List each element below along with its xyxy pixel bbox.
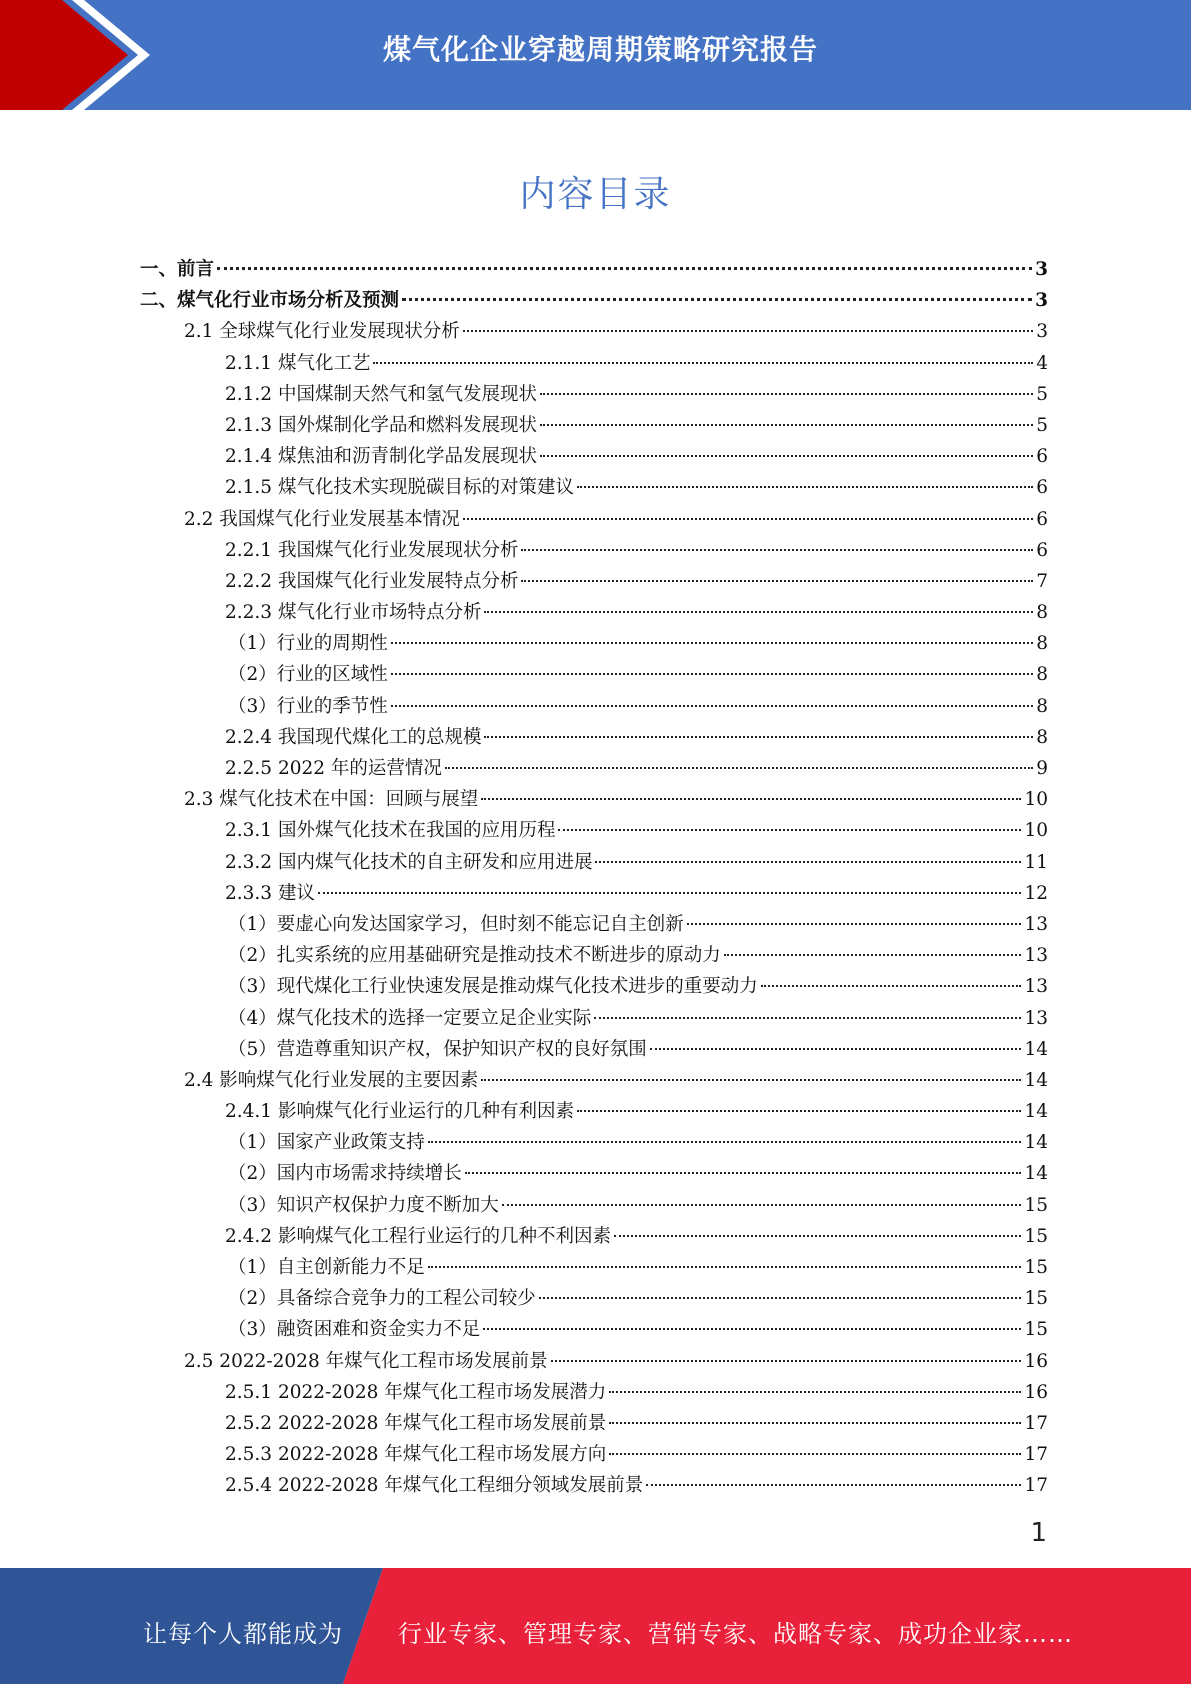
toc-entry-title: （3）行业的季节性 bbox=[228, 695, 388, 717]
toc-entry-title: 2.1.3 国外煤制化学品和燃料发展现状 bbox=[225, 414, 537, 436]
toc-entry-title: 2.2.1 我国煤气化行业发展现状分析 bbox=[225, 539, 519, 561]
toc-entry[interactable] bbox=[140, 659, 1048, 690]
toc-entry-page: 14 bbox=[1024, 1069, 1048, 1091]
toc-dot-leader bbox=[217, 267, 1032, 270]
footer-slogan-right: 行业专家、管理专家、营销专家、战略专家、成功企业家…… bbox=[398, 1620, 1073, 1648]
toc-entry-title: 2.5.4 2022-2028 年煤气化工程细分领域发展前景 bbox=[225, 1475, 644, 1497]
toc-entry-page: 3 bbox=[1035, 290, 1048, 312]
toc-entry-title: 2.2.2 我国煤气化行业发展特点分析 bbox=[225, 570, 519, 592]
toc-dot-leader bbox=[445, 767, 1033, 769]
toc-entry[interactable] bbox=[140, 815, 1048, 846]
page-footer bbox=[0, 1568, 1191, 1684]
toc-dot-leader bbox=[402, 298, 1032, 301]
toc-entry-title: 2.4.2 影响煤气化工程行业运行的几种不利因素 bbox=[225, 1225, 611, 1247]
toc-entry[interactable] bbox=[140, 1034, 1048, 1065]
toc-entry-title: 2.4 影响煤气化行业发展的主要因素 bbox=[184, 1069, 479, 1091]
toc-entry-title: （2）行业的区域性 bbox=[228, 664, 388, 686]
toc-entry-title: （2）国内市场需求持续增长 bbox=[228, 1163, 462, 1185]
toc-entry-title: （3）知识产权保护力度不断加大 bbox=[228, 1194, 499, 1216]
toc-entry-title: 2.2 我国煤气化行业发展基本情况 bbox=[184, 508, 460, 530]
toc-entry-page: 9 bbox=[1036, 758, 1048, 779]
toc-entry-title: （1）行业的周期性 bbox=[228, 633, 388, 655]
toc-entry[interactable] bbox=[140, 1096, 1048, 1127]
toc-entry[interactable] bbox=[140, 784, 1048, 815]
toc-entry[interactable] bbox=[140, 1127, 1048, 1158]
toc-entry-title: 2.1.5 煤气化技术实现脱碳目标的对策建议 bbox=[225, 477, 574, 499]
toc-entry-title: 2.2.3 煤气化行业市场特点分析 bbox=[225, 602, 482, 624]
toc-entry-title: 2.1.2 中国煤制天然气和氢气发展现状 bbox=[225, 383, 537, 405]
toc-entry-page: 15 bbox=[1024, 1194, 1048, 1216]
toc-entry[interactable] bbox=[140, 628, 1048, 659]
toc-entry-title: 2.2.4 我国现代煤化工的总规模 bbox=[225, 726, 482, 748]
toc-entry-page: 15 bbox=[1024, 1319, 1048, 1341]
toc-entry[interactable] bbox=[140, 504, 1048, 535]
toc-entry-page: 12 bbox=[1024, 882, 1048, 904]
toc-entry-title: 2.2.5 2022 年的运营情况 bbox=[225, 758, 442, 779]
toc-entry-page: 6 bbox=[1036, 446, 1048, 468]
toc-entry-page: 5 bbox=[1036, 414, 1048, 436]
toc-entry-title: （1）要虚心向发达国家学习，但时刻不能忘记自主创新 bbox=[228, 913, 684, 935]
toc-dot-leader bbox=[614, 1235, 1021, 1237]
toc-dot-leader bbox=[595, 861, 1021, 863]
toc-dot-leader bbox=[609, 1453, 1021, 1455]
toc-entry-title: 2.3.3 建议 bbox=[225, 882, 315, 904]
toc-entry-title: 2.1 全球煤气化行业发展现状分析 bbox=[184, 321, 460, 343]
toc-entry[interactable] bbox=[140, 909, 1048, 940]
toc-dot-leader bbox=[463, 518, 1033, 520]
toc-entry-title: 2.3 煤气化技术在中国：回顾与展望 bbox=[184, 789, 479, 811]
toc-dot-leader bbox=[687, 923, 1022, 925]
toc-entry-page: 13 bbox=[1024, 913, 1048, 935]
toc-dot-leader bbox=[521, 549, 1033, 551]
toc-entry-page: 14 bbox=[1024, 1163, 1048, 1185]
toc-entry-title: （5）营造尊重知识产权，保护知识产权的良好氛围 bbox=[228, 1038, 647, 1060]
toc-entry[interactable] bbox=[140, 1439, 1048, 1470]
toc-dot-leader bbox=[484, 736, 1033, 738]
toc-entry-title: 2.3.1 国外煤气化技术在我国的应用历程 bbox=[225, 820, 556, 842]
toc-entry-page: 7 bbox=[1036, 570, 1048, 592]
toc-entry[interactable] bbox=[140, 940, 1048, 971]
toc-dot-leader bbox=[481, 1079, 1021, 1081]
toc-entry-page: 8 bbox=[1036, 602, 1048, 624]
toc-entry[interactable] bbox=[140, 254, 1048, 285]
toc-entry-page: 14 bbox=[1024, 1132, 1048, 1154]
toc-dot-leader bbox=[540, 393, 1033, 395]
toc-entry-page: 17 bbox=[1024, 1444, 1048, 1466]
toc-heading: 内容目录 bbox=[519, 174, 672, 215]
toc-entry[interactable] bbox=[140, 1003, 1048, 1034]
toc-dot-leader bbox=[391, 642, 1033, 644]
footer-slogan-left: 让每个人都能成为 bbox=[143, 1620, 343, 1648]
toc-dot-leader bbox=[540, 424, 1033, 426]
toc-entry[interactable] bbox=[140, 1252, 1048, 1283]
toc-entry-page: 14 bbox=[1024, 1038, 1048, 1060]
toc-entry-page: 13 bbox=[1024, 976, 1048, 998]
toc-entry-page: 8 bbox=[1036, 664, 1048, 686]
toc-dot-leader bbox=[609, 1391, 1021, 1393]
toc-dot-leader bbox=[650, 1048, 1022, 1050]
toc-dot-leader bbox=[724, 954, 1022, 956]
toc-dot-leader bbox=[502, 1204, 1022, 1206]
toc-dot-leader bbox=[481, 798, 1021, 800]
toc-entry-page: 8 bbox=[1036, 695, 1048, 717]
toc-dot-leader bbox=[391, 705, 1033, 707]
toc-entry[interactable] bbox=[140, 1190, 1048, 1221]
toc-entry-page: 10 bbox=[1024, 820, 1048, 842]
toc-dot-leader bbox=[577, 1110, 1021, 1112]
toc-entry[interactable] bbox=[140, 566, 1048, 597]
toc-entry-page: 6 bbox=[1036, 477, 1048, 499]
report-title: 煤气化企业穿越周期策略研究报告 bbox=[382, 33, 818, 66]
toc-entry[interactable] bbox=[140, 753, 1048, 784]
toc-dot-leader bbox=[577, 486, 1033, 488]
toc-entry-page: 5 bbox=[1036, 383, 1048, 405]
toc-entry[interactable] bbox=[140, 722, 1048, 753]
toc-entry-title: 二、煤气化行业市场分析及预测 bbox=[140, 290, 400, 312]
toc-dot-leader bbox=[761, 985, 1022, 987]
toc-entry[interactable] bbox=[140, 379, 1048, 410]
page-header bbox=[0, 0, 1191, 110]
toc-entry[interactable] bbox=[140, 1377, 1048, 1408]
toc-entry-page: 15 bbox=[1024, 1225, 1048, 1247]
toc-dot-leader bbox=[428, 1141, 1022, 1143]
table-of-contents bbox=[140, 254, 1048, 1502]
page-number: 1 bbox=[1030, 1518, 1047, 1548]
toc-dot-leader bbox=[558, 829, 1021, 831]
toc-entry-page: 13 bbox=[1024, 945, 1048, 967]
toc-dot-leader bbox=[373, 362, 1033, 364]
toc-entry-page: 11 bbox=[1024, 851, 1048, 873]
toc-entry[interactable] bbox=[140, 285, 1048, 316]
toc-entry-title: （1）自主创新能力不足 bbox=[228, 1257, 425, 1278]
toc-entry-title: （2）具备综合竞争力的工程公司较少 bbox=[228, 1288, 536, 1310]
toc-entry[interactable] bbox=[140, 535, 1048, 566]
toc-dot-leader bbox=[318, 892, 1022, 894]
toc-entry[interactable] bbox=[140, 1408, 1048, 1439]
toc-entry[interactable] bbox=[140, 878, 1048, 909]
toc-dot-leader bbox=[594, 1017, 1021, 1019]
toc-entry[interactable] bbox=[140, 1221, 1048, 1252]
toc-entry-page: 4 bbox=[1036, 352, 1048, 374]
toc-entry[interactable] bbox=[140, 1314, 1048, 1345]
toc-entry-title: 2.5 2022-2028 年煤气化工程市场发展前景 bbox=[184, 1350, 548, 1372]
toc-entry-page: 16 bbox=[1024, 1350, 1048, 1372]
toc-dot-leader bbox=[551, 1360, 1022, 1362]
toc-dot-leader bbox=[540, 455, 1033, 457]
toc-entry-page: 13 bbox=[1024, 1007, 1048, 1029]
toc-entry[interactable] bbox=[140, 348, 1048, 379]
toc-entry-page: 17 bbox=[1024, 1412, 1048, 1434]
toc-entry-page: 15 bbox=[1024, 1288, 1048, 1310]
toc-entry-page: 10 bbox=[1024, 789, 1048, 811]
toc-entry-page: 3 bbox=[1035, 259, 1048, 280]
toc-entry-page: 6 bbox=[1036, 508, 1048, 530]
toc-entry[interactable] bbox=[140, 472, 1048, 503]
toc-entry[interactable] bbox=[140, 410, 1048, 441]
toc-entry-page: 17 bbox=[1024, 1475, 1048, 1497]
toc-entry[interactable] bbox=[140, 847, 1048, 878]
toc-dot-leader bbox=[609, 1422, 1021, 1424]
toc-entry-page: 15 bbox=[1024, 1257, 1048, 1278]
toc-dot-leader bbox=[484, 611, 1033, 613]
toc-entry-title: （4）煤气化技术的选择一定要立足企业实际 bbox=[228, 1007, 592, 1029]
toc-entry-title: （3）融资困难和资金实力不足 bbox=[228, 1319, 481, 1341]
toc-dot-leader bbox=[521, 580, 1033, 582]
toc-entry[interactable] bbox=[140, 691, 1048, 722]
toc-dot-leader bbox=[428, 1266, 1022, 1268]
toc-entry-page: 6 bbox=[1036, 539, 1048, 561]
toc-entry-page: 3 bbox=[1036, 321, 1048, 343]
toc-entry-title: 2.3.2 国内煤气化技术的自主研发和应用进展 bbox=[225, 851, 593, 873]
toc-entry[interactable] bbox=[140, 971, 1048, 1002]
toc-entry[interactable] bbox=[140, 1283, 1048, 1314]
toc-entry-title: 2.5.2 2022-2028 年煤气化工程市场发展前景 bbox=[225, 1412, 607, 1434]
toc-dot-leader bbox=[391, 673, 1033, 675]
toc-entry-page: 16 bbox=[1024, 1381, 1048, 1403]
toc-entry-title: （2）扎实系统的应用基础研究是推动技术不断进步的原动力 bbox=[228, 945, 721, 967]
toc-entry-title: 2.4.1 影响煤气化行业运行的几种有利因素 bbox=[225, 1101, 574, 1123]
toc-entry-title: 一、前言 bbox=[140, 259, 215, 280]
toc-dot-leader bbox=[463, 330, 1033, 332]
toc-entry-title: （3）现代煤化工行业快速发展是推动煤气化技术进步的重要动力 bbox=[228, 976, 758, 998]
toc-dot-leader bbox=[465, 1172, 1022, 1174]
toc-entry-title: 2.5.3 2022-2028 年煤气化工程市场发展方向 bbox=[225, 1444, 607, 1466]
toc-entry-title: （1）国家产业政策支持 bbox=[228, 1132, 425, 1154]
toc-entry[interactable] bbox=[140, 1346, 1048, 1377]
toc-dot-leader bbox=[646, 1484, 1021, 1486]
toc-entry-page: 8 bbox=[1036, 633, 1048, 655]
toc-entry[interactable] bbox=[140, 597, 1048, 628]
toc-entry[interactable] bbox=[140, 1470, 1048, 1501]
toc-entry[interactable] bbox=[140, 1158, 1048, 1189]
toc-entry-title: 2.5.1 2022-2028 年煤气化工程市场发展潜力 bbox=[225, 1381, 607, 1403]
toc-entry[interactable] bbox=[140, 1065, 1048, 1096]
toc-entry-title: 2.1.1 煤气化工艺 bbox=[225, 352, 371, 374]
toc-entry-title: 2.1.4 煤焦油和沥青制化学品发展现状 bbox=[225, 446, 537, 468]
toc-entry[interactable] bbox=[140, 441, 1048, 472]
toc-dot-leader bbox=[539, 1297, 1022, 1299]
toc-entry[interactable] bbox=[140, 316, 1048, 347]
toc-dot-leader bbox=[483, 1328, 1021, 1330]
toc-entry-page: 8 bbox=[1036, 726, 1048, 748]
toc-entry-page: 14 bbox=[1024, 1101, 1048, 1123]
